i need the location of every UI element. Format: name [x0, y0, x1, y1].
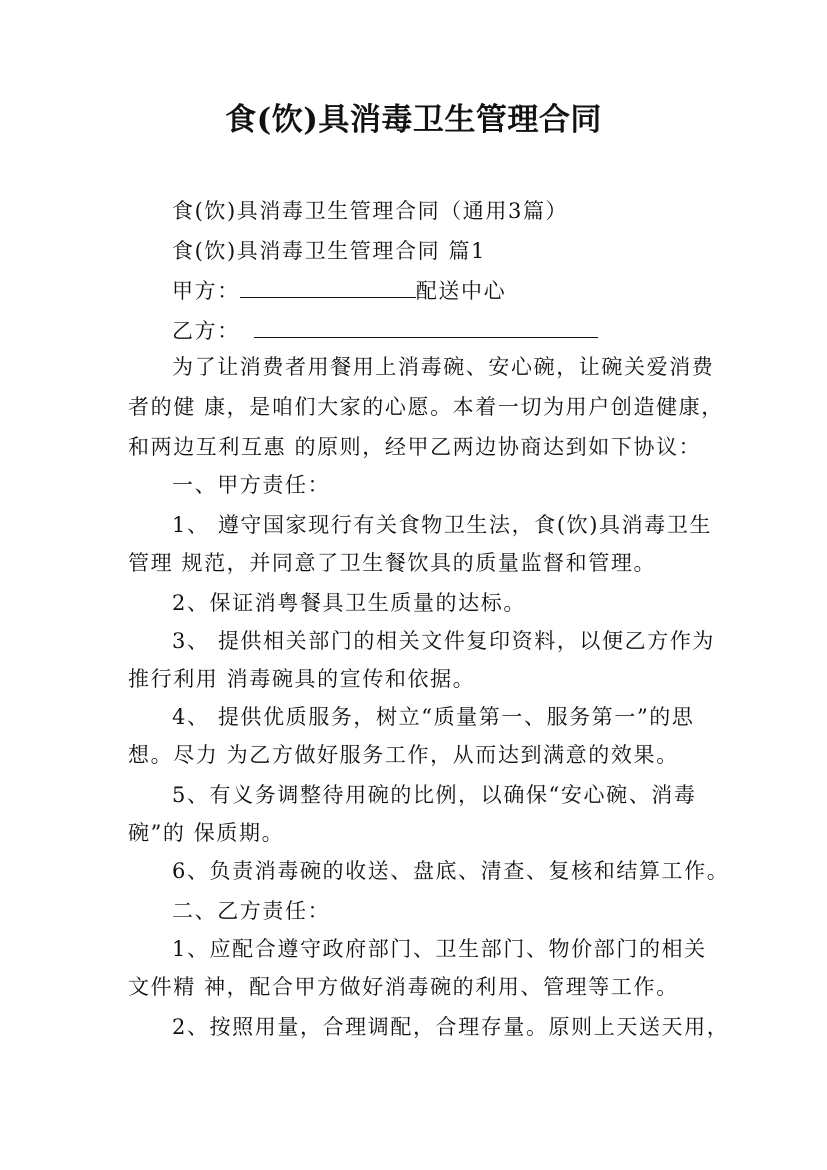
section-b-item-1-line-1: 1、应配合遵守政府部门、卫生部门、物价部门的相关 [172, 937, 707, 961]
party-b-line [172, 316, 598, 346]
section-a-item-1-line-2: 管理 规范，并同意了卫生餐饮具的质量监督和管理。 [128, 551, 657, 575]
section-a-item-3-line-2: 推行利用 消毒碗具的宣传和依据。 [128, 667, 476, 691]
section-a-item-2: 2、保证消粤餐具卫生质量的达标。 [172, 591, 526, 615]
party-b-label: 乙方： [172, 319, 240, 343]
section-a-item-4-line-2: 想。尽力 为乙方做好服务工作，从而达到满意的效果。 [128, 743, 679, 767]
party-a-line [172, 276, 506, 306]
section-b-heading: 二、乙方责任： [172, 899, 331, 923]
section-a-item-4-line-1: 4、 提供优质服务，树立“质量第一、服务第一”的思 [172, 705, 695, 729]
section-a-item-5-line-1: 5、有义务调整待用碗的比例，以确保“安心碗、消毒 [172, 783, 697, 807]
section-a-item-3-line-1: 3、 提供相关部门的相关文件复印资料，以便乙方作为 [172, 629, 716, 653]
section-b-item-1-line-2: 文件精 神，配合甲方做好消毒碗的利用、管理等工作。 [128, 975, 679, 999]
section-a-item-1-line-1: 1、 遵守国家现行有关食物卫生法，食(饮)具消毒卫生 [172, 513, 713, 537]
intro-line-1: 为了让消费者用餐用上消毒碗、安心碗，让碗关爱消费 [172, 355, 715, 379]
document-subtitle: 食(饮)具消毒卫生管理合同（通用3篇） [172, 199, 569, 223]
section-a-item-6: 6、负责消毒碗的收送、盘底、清查、复核和结算工作。 [172, 859, 730, 883]
party-b-blank [254, 317, 598, 338]
intro-line-3: 和两边互利互惠 的原则，经甲乙两边协商达到如下协议： [128, 435, 702, 459]
section-b-item-2-line-1: 2、按照用量，合理调配，合理存量。原则上天送天用， [172, 1015, 730, 1039]
part-heading: 食(饮)具消毒卫生管理合同 篇1 [172, 239, 487, 263]
party-a-label: 甲方： [172, 279, 240, 303]
section-a-heading: 一、甲方责任： [172, 473, 331, 497]
section-a-item-5-line-2: 碗”的 保质期。 [128, 821, 285, 845]
intro-line-2: 者的健 康，是咱们大家的心愿。本着一切为用户创造健康， [128, 395, 724, 419]
party-a-suffix: 配送中心 [415, 279, 507, 303]
party-a-blank [240, 277, 416, 298]
document-title: 食(饮)具消毒卫生管理合同 [225, 102, 602, 138]
